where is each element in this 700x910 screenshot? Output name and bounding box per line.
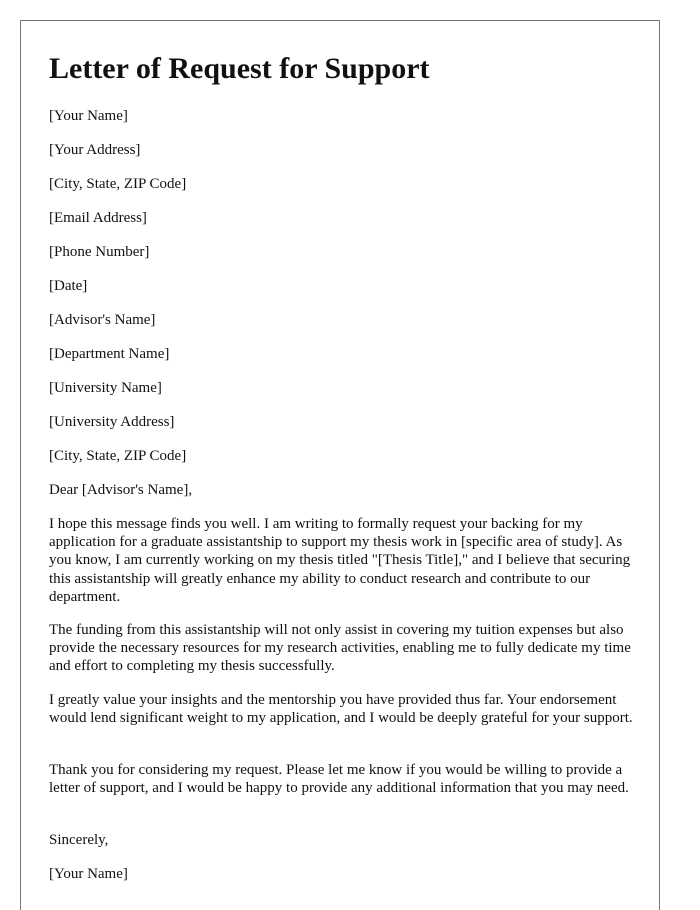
body-paragraph-1: I hope this message finds you well. I am writing to formally request your backing for my application for a graduate assistantship to support my thesis work in [specific area of study]. As you know, I am currently working on my thesis titled "[Thesis Title]," and I believe that securing this assistantship will greatly enhance my ability to conduct research and contribute to our department. [49,516,631,605]
letter-date: [Date] [49,278,88,294]
signature: [Your Name] [49,866,128,882]
salutation: Dear [Advisor's Name], [49,482,193,498]
body-paragraph-3: I greatly value your insights and the mentorship you have provided thus far. Your endorsement would lend significant weight to my application, and I would be deeply grateful for your support. [49,692,633,727]
letter-page [20,20,660,910]
recipient-university-address: [University Address] [49,414,175,430]
recipient-advisor-name: [Advisor's Name] [49,312,156,328]
sender-city-state-zip: [City, State, ZIP Code] [49,176,187,192]
recipient-city-state-zip: [City, State, ZIP Code] [49,448,187,464]
recipient-university: [University Name] [49,380,162,396]
sender-email: [Email Address] [49,210,147,226]
sender-address: [Your Address] [49,142,141,158]
body-paragraph-4: Thank you for considering my request. Please let me know if you would be willing to provide a letter of support, and I would be happy to provide any additional information that you may need. [49,762,629,797]
sender-phone: [Phone Number] [49,244,150,260]
letter-title: Letter of Request for Support [49,52,430,85]
body-paragraph-2: The funding from this assistantship will not only assist in covering my tuition expenses but also provide the necessary resources for my research activities, enabling me to fully dedicate my time and effort to completing my thesis successfully. [49,622,631,675]
recipient-department: [Department Name] [49,346,170,362]
sender-name: [Your Name] [49,108,128,124]
closing: Sincerely, [49,832,109,848]
